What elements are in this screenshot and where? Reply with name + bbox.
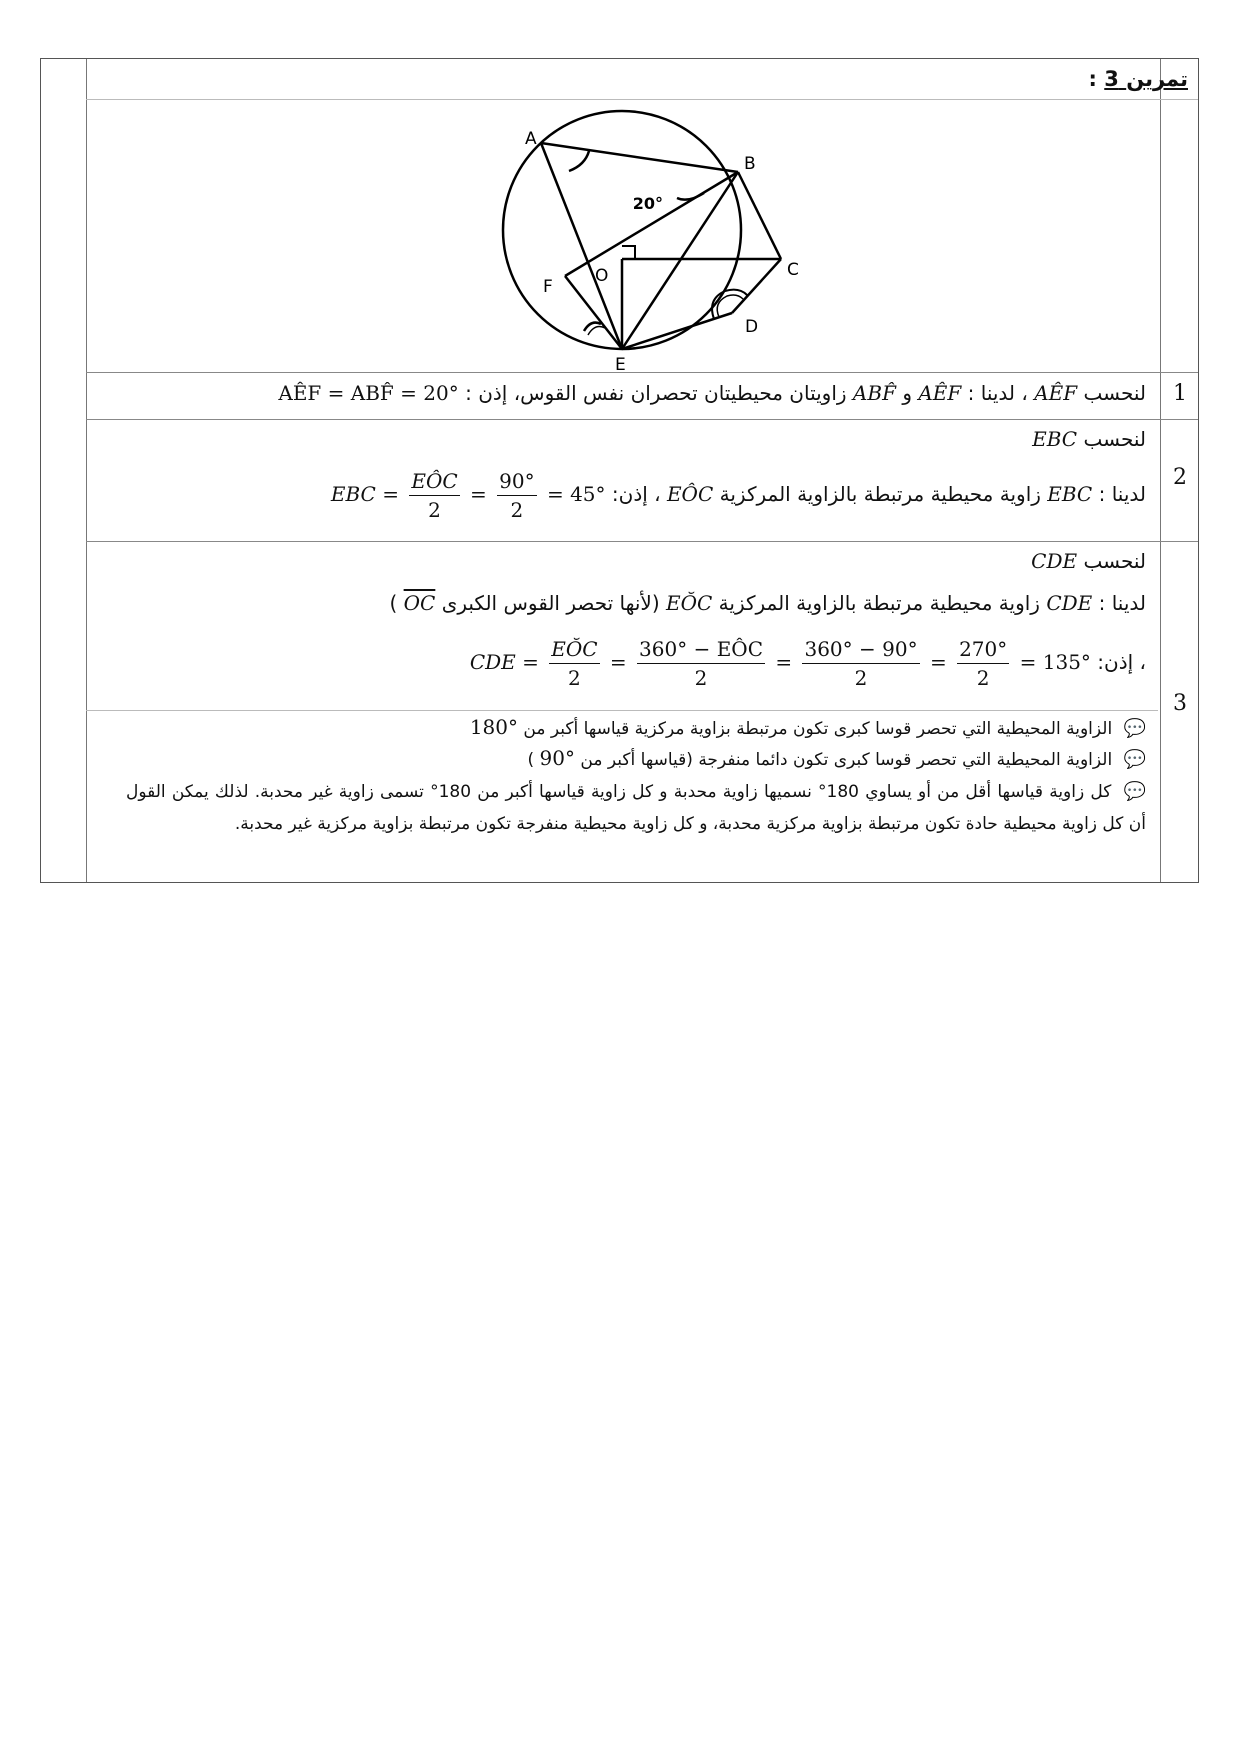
row3-fraction-1: $\frac{\text{EŎC}}{2}$: [551, 637, 598, 690]
row3-heading-angle: CDE: [1031, 549, 1078, 573]
angle-label-20: 20°: [632, 194, 663, 213]
row3-heading: [1031, 549, 1146, 573]
angle-EOC-reflex: EŎC: [666, 591, 713, 615]
label-B: B: [744, 154, 756, 174]
row3-text: [389, 591, 1146, 615]
segment-DC: [732, 259, 781, 313]
row-number-1: 1: [1173, 381, 1187, 406]
row3-fraction-3: $\frac{360^\circ - 90^\circ}{2}$: [804, 637, 918, 690]
row-divider: [86, 372, 1198, 373]
column-divider: [86, 59, 87, 882]
note-1-value: 180°: [469, 715, 518, 739]
exercise-title: [1089, 67, 1188, 91]
title-word: تمرين: [1126, 67, 1188, 91]
segment-AE: [541, 143, 622, 349]
angle-arc-A: [569, 151, 589, 171]
row1-wa: و: [902, 381, 912, 405]
note-2: [528, 746, 1147, 770]
note-2-tail: ): [527, 750, 535, 770]
row-divider: [86, 541, 1198, 542]
row1-result: AÊF = ABF̂ = 20°: [278, 381, 459, 405]
note-3: [126, 776, 1146, 840]
angle-CDE: CDE: [1046, 591, 1093, 615]
angle-arc-B: [677, 193, 704, 200]
row-number-2: 2: [1173, 465, 1187, 490]
segment-BC: [738, 172, 781, 259]
row3-equation-line: [470, 637, 1146, 690]
row3-fraction-4: $\frac{270^\circ}{2}$: [959, 637, 1008, 690]
row3-equation: CDE = $\frac{\text{EŎC}}{2}$ = $\frac{\text{360° − EÔC}}{2}$ = $\frac{360^\circ - 90^\circ}{2}$ = $\frac{270^\circ}{2}$ = 135°: [469, 637, 1091, 690]
row3-result: = 135°: [1019, 650, 1091, 674]
angle-EOC: EÔC: [666, 482, 714, 506]
label-A: A: [525, 129, 537, 149]
row2-heading: [1032, 427, 1146, 451]
speech-bubble-icon: 💬: [1123, 781, 1147, 802]
title-number: 3: [1104, 67, 1119, 91]
row2-idhan: ، إذن:: [611, 482, 661, 506]
angle-EBC: EBC: [1047, 482, 1093, 506]
row2-heading-word: لنحسب: [1083, 427, 1146, 451]
title-colon: :: [1088, 67, 1097, 91]
right-angle-mark: [622, 246, 635, 259]
angle-arc-E-inner: [588, 327, 605, 335]
arc-OC: $\overline{OC}$: [403, 591, 436, 615]
note-1-text: الزاوية المحيطية التي تحصر قوسا كبرى تكون مرتبطة بزاوية مركزية قياسها أكبر من: [523, 719, 1113, 739]
angle-AEF-2: AÊF: [918, 381, 962, 405]
row3-reason-close: ): [389, 591, 398, 615]
angle-ABF: ABF̂: [852, 381, 896, 405]
label-F: F: [543, 277, 553, 297]
row3-idhan: إذن:: [1097, 650, 1134, 674]
label-D: D: [745, 317, 759, 337]
label-E: E: [615, 355, 626, 371]
row3-heading-word: لنحسب: [1083, 549, 1146, 573]
speech-bubble-icon: 💬: [1123, 749, 1146, 770]
row2-lhs: EBC =: [330, 482, 399, 506]
segment-ED: [622, 313, 732, 349]
row3-fraction-2: $\frac{\text{360° − EÔC}}{2}$: [639, 637, 763, 690]
row3-ladina: لدينا :: [1098, 591, 1146, 615]
row-divider: [86, 419, 1198, 420]
row2-heading-angle: EBC: [1032, 427, 1078, 451]
exercise-table: [40, 58, 1199, 883]
row1-ladina: ، لدينا :: [967, 381, 1028, 405]
row1-phrase: زاويتان محيطيتان تحصران نفس القوس، إذن :: [465, 381, 847, 405]
row2-equation: EBC = $\frac{\text{EÔC}}{2}$ = $\frac{90^\circ}{2}$ = 45°: [330, 469, 606, 522]
note-1: [470, 715, 1146, 739]
row1-intro: لنحسب: [1083, 381, 1146, 405]
row2-fraction-1: $\frac{\text{EÔC}}{2}$: [411, 469, 458, 522]
row3-comma: ،: [1139, 650, 1146, 674]
row3-reason: (لأنها تحصر القوس الكبرى: [441, 591, 660, 615]
row-number-3: 3: [1173, 691, 1187, 716]
angle-AEF: AÊF: [1034, 381, 1078, 405]
circle-figure: [481, 99, 841, 371]
label-C: C: [787, 260, 799, 280]
row3-lhs: CDE =: [469, 650, 539, 674]
row2-phrase: زاوية محيطية مرتبطة بالزاوية المركزية: [719, 482, 1041, 506]
note-3-text: كل زاوية قياسها أقل من أو يساوي 180° نسميها زاوية محدبة و كل زاوية قياسها أكبر من 180° تسمى زاوية غير محدبة. لذلك يمكن القول أن كل زاوية محيطية حادة تكون مرتبطة بزاوية مركزية محدبة، و كل زاوية محيطية منفرجة تكون مرتبطة بزاوية مركزية غير محدبة.: [126, 782, 1146, 834]
row2-ladina: لدينا :: [1098, 482, 1146, 506]
speech-bubble-icon: 💬: [1123, 718, 1146, 739]
segment-BF: [565, 172, 738, 276]
row1-text: [278, 381, 1146, 405]
row3-phrase: زاوية محيطية مرتبطة بالزاوية المركزية: [718, 591, 1040, 615]
row-divider: [86, 710, 1158, 711]
row2-fraction-2: $\frac{90^\circ}{2}$: [499, 469, 535, 522]
note-2-value: 90°: [539, 746, 575, 770]
row2-text: [331, 469, 1146, 522]
note-2-text: الزاوية المحيطية التي تحصر قوسا كبرى تكون دائما منفرجة (قياسها أكبر من: [580, 750, 1113, 770]
label-O: O: [595, 266, 609, 286]
row2-result: = 45°: [546, 482, 606, 506]
